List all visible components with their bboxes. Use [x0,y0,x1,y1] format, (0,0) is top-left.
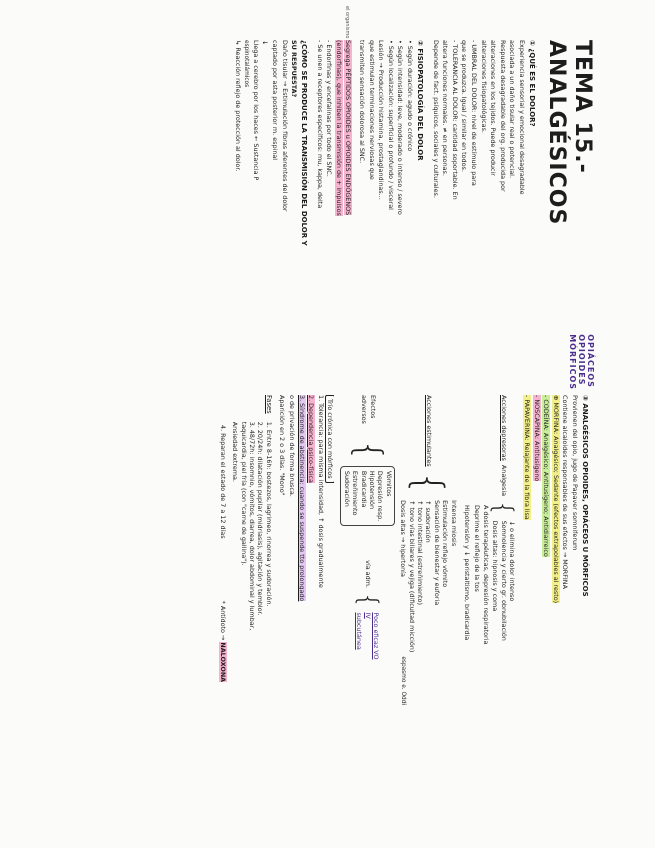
page-title: TEMA 15.- ANALGÉSICOS [544,40,595,226]
label: Efectos adversos [359,395,378,424]
text-line: captado por asta posterior m. espinal [270,40,279,161]
highlight: - PAPAVERINA: Relajante de la fibra lisa [523,395,532,520]
text-line: Estreñimiento [351,470,360,516]
efectos-adversos [340,395,394,825]
text-line: Llega a cerebro por los haces ← Sustancia P [251,40,260,181]
side-note: el organismo [344,6,351,39]
section-1-heading: ① ¿QUÉ ES EL DOLOR? [528,40,536,127]
efectos-list [340,466,394,526]
depresoras-more [462,395,491,825]
acciones-estimulantes [399,395,458,825]
text-line: alteraciones fisiopatológicas. [479,40,488,133]
text-line: Aparición en 2 o 3 días. "Mono" [278,395,287,496]
text-line [541,395,551,825]
text-line: Daño tisular → Estimulación fibras aferentes del dolor [280,40,289,212]
text-line: • Según localización: superficial o profundo / visceral [386,40,395,210]
text-line: transmiten sensación dolorosa al SNC. [358,40,367,164]
text-line: SU RESPUESTA? [290,40,299,98]
text-line: Respuesta desagradable del org. producida por [498,40,507,192]
label: vía adm. [364,560,373,588]
antidoto-value: NALOXONA [218,642,227,683]
text-line: ↑ tono intestinal (estreñimiento) [416,500,425,605]
highlight: - CODEÍNA: Analgésico; Antitusígeno; Antidiarreico [542,395,551,557]
text-line: taquicardia, piel fría (con "carne de gallina"). [239,421,248,566]
text-line [296,395,306,825]
antidoto-label: * Antídoto → [218,600,227,641]
fases-block [231,395,273,825]
text-line: subcutánea [355,612,364,650]
text-line: Intensa miosis [449,500,458,547]
label: Analgesia [500,464,509,497]
text-line: alteraciones en los tejidos. Puede producir [489,40,498,176]
text-line: Sudoración [342,470,351,507]
text-line: A dosis terapéuticas, depresión respiratoria [482,505,491,645]
text-line: Estimulación reflejo vómito [441,500,450,588]
right-column [0,395,595,825]
estimulantes-list [399,500,458,652]
text-line: Experiencia sensorial y emocional desagradable [518,40,526,195]
acciones-depresoras [488,395,519,825]
fases-label: Fases [264,395,273,414]
text-line: Somnolencia y cierto gr. obnubilación [499,520,508,641]
text-line: Contiene alcaloides responsables de sus efectos → MORFINA [561,395,570,589]
boxed-heading: Trío crónica con mórficos [325,395,334,483]
text-line: Vómitos [384,470,393,497]
text-line: • Según duración: agudo o crónico [406,40,415,152]
text-line: Hipotensión [368,470,376,510]
text-line: ↓ o elimina dolor intenso [508,520,517,602]
text-line: 1. Entre 8-16h: bostezos, lagrimeo, rinorrea y sudoración. [264,421,273,607]
text-line: ↑ sudoración [424,500,433,543]
text-line [306,395,316,825]
text-line: que estimulan terminaciones nerviosas que [367,40,376,180]
text-line: Depresión resp. [376,470,385,522]
trio-heading [325,395,335,825]
text-line: Provienen del opio, jugo de Papaver somniferum [571,395,579,551]
brace-icon: { [352,591,383,609]
text-line: Poco eficaz VO [372,612,381,660]
brace-icon: { [347,439,389,462]
text-line: Dosis altas → hipertonía [399,500,408,577]
text-line [343,40,353,390]
highlight: 2. Dependencia psico-física [307,395,316,483]
text-line: ↳ Reacción reflejo de protección al dolor. [234,40,243,172]
text-line: • Según intensidad: leve, moderado o intenso / severo [396,40,405,215]
text-line: que se produzca. Igual / similar en todos. [460,40,469,172]
text-line: Bradicardia [359,470,368,508]
text-line: Ansiedad extrema. [231,421,240,482]
vias-list [355,612,380,659]
highlight: (endorfinas), que inhiben la transmisión de + impulsos [334,40,343,216]
text-line: - TOLERANCIA AL DOLOR: cantidad soportable. En [450,40,459,200]
title-tags [568,334,595,390]
text-line: Deprime el reflejo de la tos [472,505,481,592]
title-row [543,40,595,390]
text-line [550,395,560,825]
label: Acciones estimulantes [425,395,434,467]
text-line [521,395,531,825]
text-line: Sensación de bienestar y euforia [432,500,441,606]
side-note: espasmo e. Oddi [399,656,406,706]
section-2-heading: ② FISIOPATOLOGÍA DEL DOLOR [416,40,425,161]
text-line: asociada a un daño tisular real o potencial. [508,40,517,178]
text-line: 4. Reparan el estado de 7 a 12 días [218,425,227,539]
text-line: 1. Tolerancia: para misma intensidad, ↑ dosis gradualmente [316,395,325,588]
text-line: - Se unen a receptores específicos: mu, kappa, delta [315,40,324,209]
text-line: - Endorfinas y encefalinas por todo el SNC. [325,40,334,177]
section-3-heading: ③ ANALGÉSICOS OPIOIDES, OPIÁCEOS U MÓRFICOS [581,395,589,597]
text-line: ↓ [261,40,270,46]
brace-icon: { [405,470,452,497]
highlight: - NOSCAPINA: Antitusígeno [532,395,541,482]
highlight: ⊕ MORFINA: Analgésico; Sedante (efectos extrapolables al resto) [551,395,560,604]
text-line: ↑ tono vías biliares y vejiga (dificultad micción) [407,500,416,653]
text-line: espinotalámicos [243,40,250,88]
title-tag: OPIÁCEOS [586,334,595,388]
fases-list [231,422,273,631]
text-line: 3. 48/72h: insomnio, vómitos, diarrea, dolor abdominal y lumbar, [248,421,256,631]
text-line: o de privación de forma brusca. [288,395,296,497]
text-line: Hipotensión y ↓ peristaltismo, bradicardia [463,505,472,641]
text-line [333,40,343,390]
highlight: 3. Síndrome de abstinencia: cuando se suspende tto prolongado [297,395,306,602]
analgesia-list [491,521,516,641]
text-line: Lesión → Producción histamina, prostaglandinas... [377,40,386,200]
fase-4 [217,395,227,825]
text-line: Depende de fact. psíquicos, sociales y culturales. [431,40,440,198]
title-tag: MÓRFICOS [568,334,577,390]
left-column [0,6,595,390]
text-line: IV [363,612,372,619]
title-tag: OPIOIDES [577,334,586,386]
text-line: altera funciones normales. ≠ en personas. [441,40,450,176]
transmision-question: ¿CÓMO SE PRODUCE LA TRANSMISIÓN DEL DOLOR Y [300,40,309,246]
brace-icon: { [488,500,519,517]
highlight: Segrega PÉPTIDOS OPIOIDES u OPIOIDES ENDÓGENOS [344,40,353,216]
label: Acciones depresoras [500,395,509,461]
text-line: Dosis altas: hipnosis y coma [491,520,500,612]
text-line: - UMBRAL DEL DOLOR: nivel de estímulo para [470,40,479,186]
peptidos-block [314,6,353,390]
text-line: 2. 20/24h: dilatación pupilar (midriasis), agitación y temblor. [256,421,265,616]
text-line [531,395,541,825]
